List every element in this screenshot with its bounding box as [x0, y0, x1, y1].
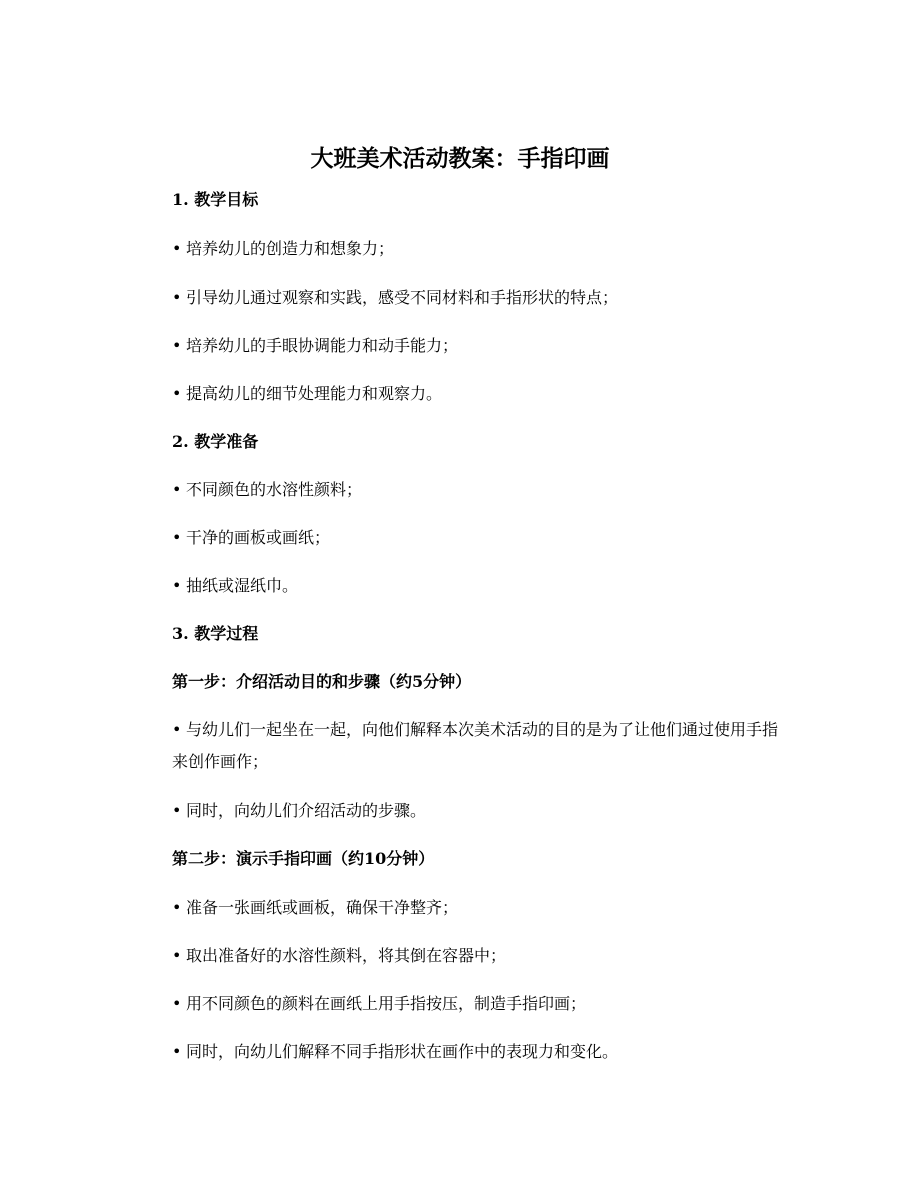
list-item-text: 与幼儿们一起坐在一起，向他们解释本次美术活动的目的是为了让他们通过使用手指来创作画作；	[172, 720, 779, 771]
step-heading-1: 第一步：介绍活动目的和步骤（约5分钟）	[172, 672, 472, 691]
list-item-text: 同时，向幼儿们介绍活动的步骤。	[186, 801, 427, 820]
bullet-icon	[172, 897, 186, 919]
section-heading-process: 3. 教学过程	[172, 624, 259, 643]
list-item-text: 培养幼儿的手眼协调能力和动手能力；	[186, 336, 459, 355]
list-item	[172, 575, 298, 597]
list-item-text: 提高幼儿的细节处理能力和观察力。	[186, 384, 443, 403]
list-item	[172, 945, 506, 967]
list-item	[172, 383, 442, 405]
bullet-icon	[172, 945, 186, 967]
section-heading-preparation: 2. 教学准备	[172, 432, 259, 451]
list-item-text: 用不同颜色的颜料在画纸上用手指按压，制造手指印画；	[186, 994, 587, 1013]
list-item	[172, 1041, 618, 1063]
bullet-icon	[172, 383, 186, 405]
bullet-icon	[172, 714, 186, 746]
bullet-icon	[172, 479, 186, 501]
list-item	[172, 800, 426, 822]
section-heading-goals: 1. 教学目标	[172, 190, 259, 209]
list-item-text: 培养幼儿的创造力和想象力；	[186, 239, 395, 258]
list-item-text: 抽纸或湿纸巾。	[186, 576, 299, 595]
list-item	[172, 238, 394, 260]
bullet-icon	[172, 335, 186, 357]
bullet-icon	[172, 287, 186, 309]
list-item-text: 同时，向幼儿们解释不同手指形状在画作中的表现力和变化。	[186, 1042, 619, 1061]
bullet-icon	[172, 527, 186, 549]
step-heading-2: 第二步：演示手指印画（约10分钟）	[172, 849, 435, 868]
list-item-text: 取出准备好的水溶性颜料，将其倒在容器中；	[186, 946, 507, 965]
list-item-text: 引导幼儿通过观察和实践，感受不同材料和手指形状的特点；	[186, 288, 619, 307]
bullet-icon	[172, 993, 186, 1015]
list-item-text: 准备一张画纸或画板，确保干净整齐；	[186, 898, 459, 917]
list-item	[172, 527, 330, 549]
document-title: 大班美术活动教案：手指印画	[310, 145, 610, 172]
list-item	[172, 714, 792, 778]
list-item-text: 干净的画板或画纸；	[186, 528, 331, 547]
list-item	[172, 993, 586, 1015]
list-item	[172, 335, 458, 357]
bullet-icon	[172, 1041, 186, 1063]
list-item	[172, 287, 618, 309]
bullet-icon	[172, 575, 186, 597]
bullet-icon	[172, 800, 186, 822]
list-item	[172, 897, 458, 919]
list-item	[172, 479, 362, 501]
list-item-text: 不同颜色的水溶性颜料；	[186, 480, 363, 499]
bullet-icon	[172, 238, 186, 260]
